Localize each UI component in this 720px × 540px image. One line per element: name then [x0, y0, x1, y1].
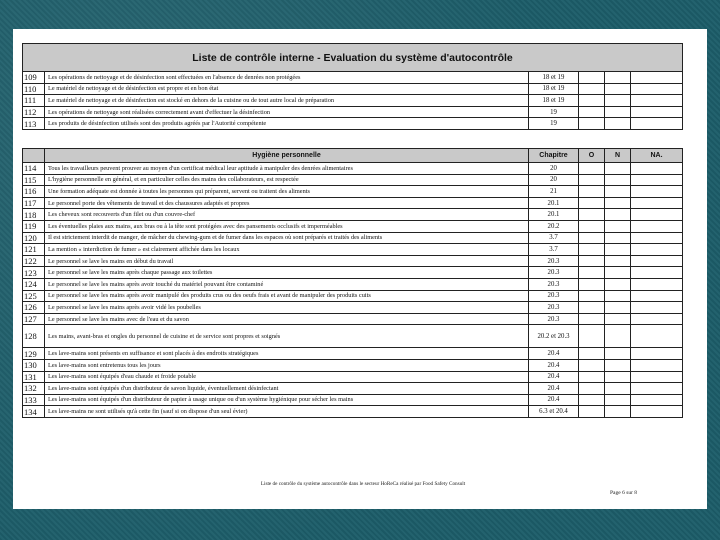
item-text: Le matériel de nettoyage et de désinfection est propre et en bon état: [45, 83, 529, 95]
cell-o[interactable]: [579, 95, 605, 107]
item-text: Le personnel se lave les mains après chaque passage aux toilettes: [45, 267, 529, 279]
cell-na[interactable]: [631, 267, 683, 279]
item-text: Il est strictement interdit de manger, de mâcher du chewing-gum et de fumer dans les espaces où sont préparés et traités des aliments: [45, 232, 529, 244]
cell-n[interactable]: [605, 220, 631, 232]
item-chapitre: 6.3 et 20.4: [529, 406, 579, 418]
item-number: 124: [23, 278, 45, 290]
header-number-cell: [23, 149, 45, 163]
cell-na[interactable]: [631, 220, 683, 232]
item-number: 134: [23, 406, 45, 418]
cell-o[interactable]: [579, 220, 605, 232]
cell-na[interactable]: [631, 348, 683, 360]
item-text: Les opérations de nettoyage sont réalisées correctement avant d'effectuer la désinfection: [45, 106, 529, 118]
cell-na[interactable]: [631, 255, 683, 267]
item-chapitre: 20.3: [529, 267, 579, 279]
item-text: L'hygiène personnelle en général, et en particulier celles des mains des collaborateurs, est respectée: [45, 174, 529, 186]
cell-n[interactable]: [605, 118, 631, 130]
cell-o[interactable]: [579, 267, 605, 279]
cell-n[interactable]: [605, 186, 631, 198]
item-text: Le personnel se lave les mains avec de l'eau et du savon: [45, 313, 529, 325]
cell-na[interactable]: [631, 232, 683, 244]
cell-na[interactable]: [631, 302, 683, 314]
table-row: [23, 278, 683, 290]
item-chapitre: 20.4: [529, 383, 579, 395]
item-number: 125: [23, 290, 45, 302]
cell-o[interactable]: [579, 290, 605, 302]
item-chapitre: 3.7: [529, 244, 579, 256]
cell-na[interactable]: [631, 313, 683, 325]
cell-o[interactable]: [579, 244, 605, 256]
cell-o[interactable]: [579, 118, 605, 130]
item-chapitre: 20.2: [529, 220, 579, 232]
item-number: 111: [23, 95, 45, 107]
item-text: Le personnel se lave les mains en début du travail: [45, 255, 529, 267]
item-text: Le personnel se lave les mains après avoir vidé les poubelles: [45, 302, 529, 314]
table-row: [23, 197, 683, 209]
cell-o[interactable]: [579, 232, 605, 244]
item-number: 112: [23, 106, 45, 118]
cell-o[interactable]: [579, 278, 605, 290]
cell-n[interactable]: [605, 255, 631, 267]
cell-o[interactable]: [579, 406, 605, 418]
item-chapitre: 19: [529, 106, 579, 118]
item-chapitre: 20.3: [529, 255, 579, 267]
item-text: Les lave-mains sont équipés d'un distributeur de savon liquide, éventuellement désinfectant: [45, 383, 529, 395]
item-chapitre: 20: [529, 163, 579, 175]
table-row: [23, 244, 683, 256]
table-row: [23, 72, 683, 84]
cell-n[interactable]: [605, 267, 631, 279]
table-row: [23, 255, 683, 267]
table-row: [23, 325, 683, 348]
item-chapitre: 20.1: [529, 209, 579, 221]
cell-n[interactable]: [605, 174, 631, 186]
table-row: [23, 371, 683, 383]
page-number: Page 6 sur 8: [610, 490, 638, 496]
item-number: 113: [23, 118, 45, 130]
item-number: 121: [23, 244, 45, 256]
cell-na[interactable]: [631, 163, 683, 175]
table-row: [23, 383, 683, 395]
item-number: 122: [23, 255, 45, 267]
item-chapitre: 20.4: [529, 394, 579, 406]
cell-o[interactable]: [579, 255, 605, 267]
item-number: 119: [23, 220, 45, 232]
cell-o[interactable]: [579, 371, 605, 383]
cell-na[interactable]: [631, 83, 683, 95]
table-row: [23, 209, 683, 221]
cell-o[interactable]: [579, 163, 605, 175]
cell-na[interactable]: [631, 72, 683, 84]
item-number: 127: [23, 313, 45, 325]
cell-n[interactable]: [605, 383, 631, 395]
header-section: Hygiène personnelle: [45, 149, 529, 163]
cell-o[interactable]: [579, 302, 605, 314]
item-text: Les produits de désinfection utilisés sont des produits agréés par l'Autorité compétente: [45, 118, 529, 130]
item-number: 118: [23, 209, 45, 221]
cell-o[interactable]: [579, 313, 605, 325]
cell-na[interactable]: [631, 383, 683, 395]
table-row: [23, 220, 683, 232]
checklist-table-cleaning: [22, 43, 683, 130]
item-number: 131: [23, 371, 45, 383]
cell-n[interactable]: [605, 325, 631, 348]
cell-n[interactable]: [605, 83, 631, 95]
cell-n[interactable]: [605, 232, 631, 244]
item-text: Les éventuelles plaies aux mains, aux bras ou à la tête sont protégées avec des pansements occlusifs et imperméables: [45, 220, 529, 232]
table-row: [23, 174, 683, 186]
cell-na[interactable]: [631, 209, 683, 221]
item-chapitre: 20.4: [529, 359, 579, 371]
table-row: [23, 348, 683, 360]
item-chapitre: 20.3: [529, 302, 579, 314]
cell-o[interactable]: [579, 394, 605, 406]
item-text: Les lave-mains ne sont utilisés qu'à cette fin (sauf si on dispose d'un seul évier): [45, 406, 529, 418]
cell-na[interactable]: [631, 106, 683, 118]
cell-n[interactable]: [605, 394, 631, 406]
cell-o[interactable]: [579, 106, 605, 118]
cell-o[interactable]: [579, 383, 605, 395]
item-number: 109: [23, 72, 45, 84]
cell-n[interactable]: [605, 209, 631, 221]
table-row: [23, 302, 683, 314]
table-row: [23, 394, 683, 406]
cell-na[interactable]: [631, 394, 683, 406]
item-text: Les opérations de nettoyage et de désinfection sont effectuées en l'absence de denrées non protégées: [45, 72, 529, 84]
table-row: [23, 186, 683, 198]
item-chapitre: 18 et 19: [529, 83, 579, 95]
item-number: 133: [23, 394, 45, 406]
item-text: Les cheveux sont recouverts d'un filet ou d'un couvre-chef: [45, 209, 529, 221]
item-text: Les lave-mains sont équipés d'un distributeur de papier à usage unique ou d'un système hygiénique pour sécher les mains: [45, 394, 529, 406]
header-na: NA.: [631, 149, 683, 163]
table-row: [23, 83, 683, 95]
cell-o[interactable]: [579, 72, 605, 84]
cell-na[interactable]: [631, 174, 683, 186]
cell-n[interactable]: [605, 106, 631, 118]
cell-n[interactable]: [605, 371, 631, 383]
item-chapitre: 18 et 19: [529, 95, 579, 107]
cell-o[interactable]: [579, 359, 605, 371]
cell-o[interactable]: [579, 186, 605, 198]
item-number: 126: [23, 302, 45, 314]
item-chapitre: 20: [529, 174, 579, 186]
table-row: [23, 232, 683, 244]
cell-n[interactable]: [605, 313, 631, 325]
item-text: Les lave-mains sont présents en suffisance et sont placés à des endroits stratégiques: [45, 348, 529, 360]
table-row: [23, 406, 683, 418]
cell-o[interactable]: [579, 174, 605, 186]
cell-n[interactable]: [605, 95, 631, 107]
table-title: Liste de contrôle interne - Evaluation du système d'autocontrôle: [23, 44, 683, 72]
cell-na[interactable]: [631, 95, 683, 107]
table-row: [23, 163, 683, 175]
item-chapitre: 19: [529, 118, 579, 130]
cell-na[interactable]: [631, 290, 683, 302]
item-chapitre: 20.3: [529, 278, 579, 290]
table-row: [23, 267, 683, 279]
item-text: Tous les travailleurs peuvent prouver au moyen d'un certificat médical leur aptitude à manipuler des denrées alimentaires: [45, 163, 529, 175]
footer-caption: Liste de contrôle du système autocontrôle dans le secteur HoReCa réalisé par Food Safety Consult: [260, 481, 466, 487]
item-number: 128: [23, 325, 45, 348]
item-chapitre: 3.7: [529, 232, 579, 244]
table-row: [23, 313, 683, 325]
item-chapitre: 20.1: [529, 197, 579, 209]
cell-na[interactable]: [631, 359, 683, 371]
item-text: Une formation adéquate est donnée à toutes les personnes qui préparent, servent ou traitent des aliments: [45, 186, 529, 198]
cell-na[interactable]: [631, 118, 683, 130]
item-text: Les mains, avant-bras et ongles du personnel de cuisine et de service sont propres et soignés: [45, 325, 529, 348]
cell-n[interactable]: [605, 72, 631, 84]
cell-na[interactable]: [631, 371, 683, 383]
cell-na[interactable]: [631, 278, 683, 290]
item-text: Les lave-mains sont équipés d'eau chaude et froide potable: [45, 371, 529, 383]
cell-o[interactable]: [579, 209, 605, 221]
item-chapitre: 21: [529, 186, 579, 198]
cell-n[interactable]: [605, 163, 631, 175]
table-row: [23, 95, 683, 107]
cell-n[interactable]: [605, 197, 631, 209]
cell-n[interactable]: [605, 278, 631, 290]
cell-o[interactable]: [579, 197, 605, 209]
header-o: O: [579, 149, 605, 163]
item-text: Le personnel se lave les mains après avoir touché du matériel pouvant être contaminé: [45, 278, 529, 290]
item-number: 123: [23, 267, 45, 279]
cell-n[interactable]: [605, 290, 631, 302]
table-row: [23, 290, 683, 302]
checklist-table-hygiene: [22, 148, 683, 418]
item-text: La mention « interdiction de fumer » est clairement affichée dans les locaux: [45, 244, 529, 256]
item-chapitre: 20.4: [529, 371, 579, 383]
cell-na[interactable]: [631, 406, 683, 418]
item-chapitre: 18 et 19: [529, 72, 579, 84]
cell-n[interactable]: [605, 244, 631, 256]
cell-o[interactable]: [579, 83, 605, 95]
item-text: Le personnel porte des vêtements de travail et des chaussures adaptés et propres: [45, 197, 529, 209]
item-number: 117: [23, 197, 45, 209]
item-number: 116: [23, 186, 45, 198]
cell-na[interactable]: [631, 325, 683, 348]
item-chapitre: 20.3: [529, 290, 579, 302]
cell-na[interactable]: [631, 197, 683, 209]
item-number: 120: [23, 232, 45, 244]
header-n: N: [605, 149, 631, 163]
cell-n[interactable]: [605, 359, 631, 371]
item-number: 115: [23, 174, 45, 186]
item-text: Le matériel de nettoyage et de désinfection est stocké en dehors de la cuisine ou de tout autre local de préparation: [45, 95, 529, 107]
cell-n[interactable]: [605, 406, 631, 418]
table-row: [23, 106, 683, 118]
cell-na[interactable]: [631, 244, 683, 256]
item-number: 110: [23, 83, 45, 95]
header-chapitre: Chapitre: [529, 149, 579, 163]
item-number: 129: [23, 348, 45, 360]
cell-o[interactable]: [579, 348, 605, 360]
item-text: Le personnel se lave les mains après avoir manipulé des produits crus ou des oeufs frais et avant de manipuler des produits cuits: [45, 290, 529, 302]
item-chapitre: 20.3: [529, 313, 579, 325]
table-row: [23, 359, 683, 371]
item-chapitre: 20.4: [529, 348, 579, 360]
cell-na[interactable]: [631, 186, 683, 198]
cell-n[interactable]: [605, 348, 631, 360]
table-row: [23, 118, 683, 130]
item-number: 114: [23, 163, 45, 175]
item-number: 132: [23, 383, 45, 395]
item-text: Les lave-mains sont entretenus tous les jours: [45, 359, 529, 371]
item-chapitre: 20.2 et 20.3: [529, 325, 579, 348]
document-page: [13, 29, 707, 509]
item-number: 130: [23, 359, 45, 371]
cell-n[interactable]: [605, 302, 631, 314]
cell-o[interactable]: [579, 325, 605, 348]
